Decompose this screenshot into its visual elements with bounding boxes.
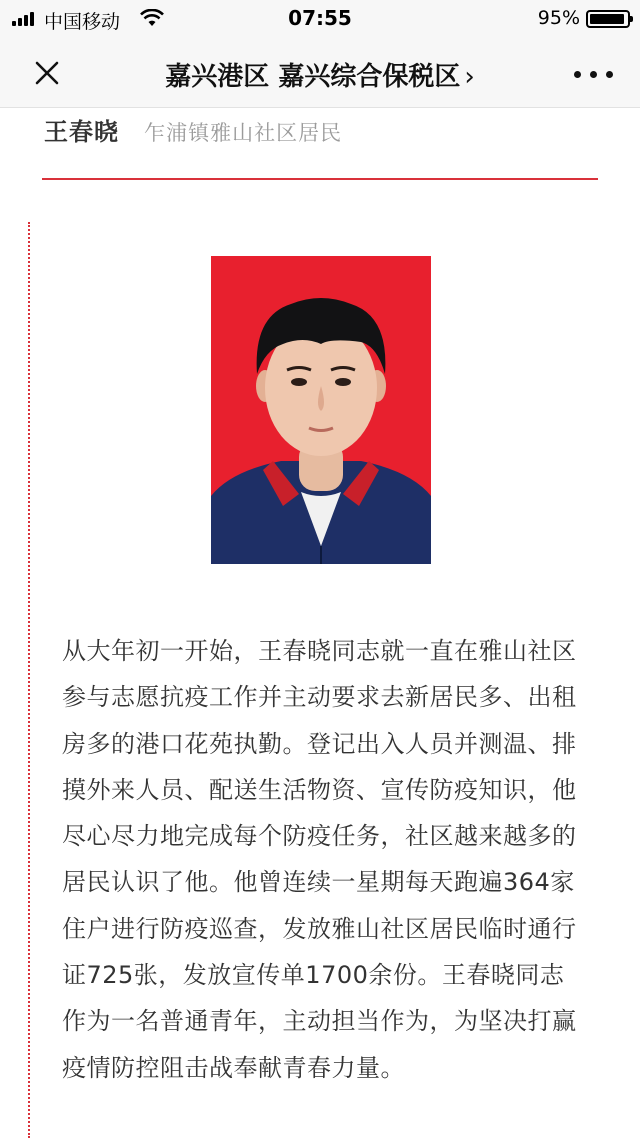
close-icon[interactable] [30, 56, 64, 90]
clock: 07:55 [288, 6, 352, 30]
status-bar [0, 0, 640, 36]
more-icon[interactable] [572, 56, 616, 90]
section-divider [42, 178, 598, 180]
carrier-label: 中国移动 [44, 11, 121, 33]
person-header [44, 112, 600, 152]
account-title-link[interactable] [100, 56, 540, 93]
person-description: 乍浦镇雅山社区居民 [144, 121, 343, 145]
battery-percent: 95% [537, 7, 580, 29]
battery-icon [586, 10, 630, 28]
person-name: 王春晓 [44, 118, 119, 146]
account-title: 嘉兴港区 嘉兴综合保税区 [165, 62, 461, 92]
portrait-photo [211, 256, 431, 564]
decorative-dotted-border [28, 222, 30, 1138]
article-paragraph: 从大年初一开始，王春晓同志就一直在雅山社区参与志愿抗疫工作并主动要求去新居民多、出租房多的港口花苑执勤。登记出入人员并测温、排摸外来人员、配送生活物资、宣传防疫知识，他尽心尽力地完成每个防疫任务，社区越来越多的居民认识了他。他曾连续一星期每天跑遍364家住户进行防疫巡查，发放雅山社区居民临时通行证725张，发放宣传单1700余份。王春晓同志作为一名普通青年，主动担当作为，为坚决打赢疫情防控阻击战奉献青春力量。 [62, 637, 577, 1082]
nav-bar [0, 36, 640, 108]
battery-fill [590, 14, 624, 24]
chevron-right-icon: › [464, 62, 475, 92]
